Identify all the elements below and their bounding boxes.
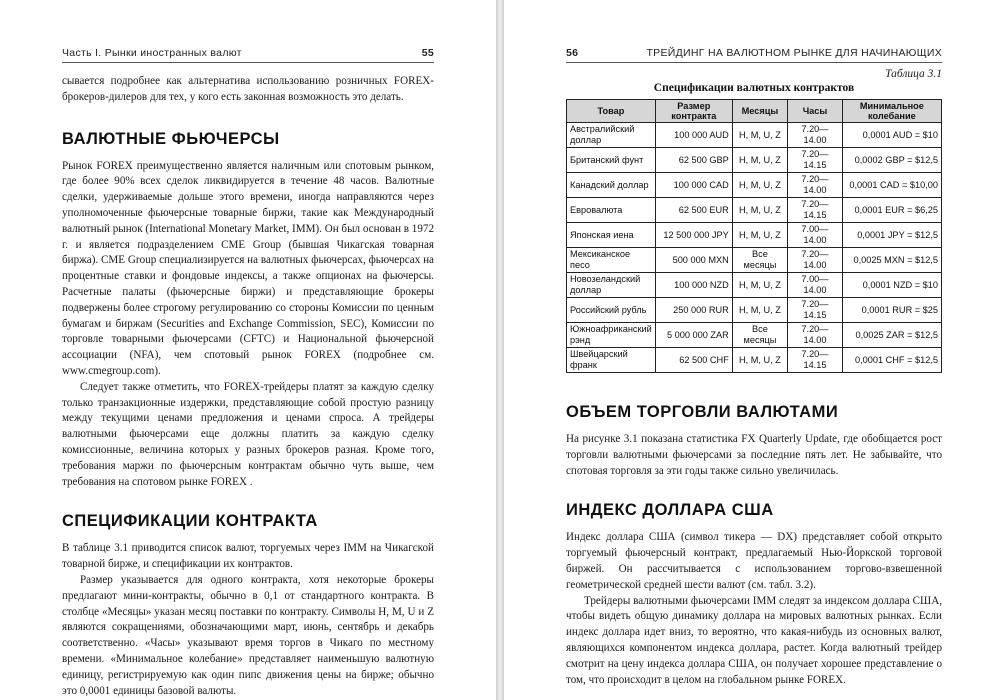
right-page-number: 56: [566, 47, 579, 59]
table-header-cell: Минимальное колебание: [842, 100, 941, 123]
section-heading-usd-index: ИНДЕКС ДОЛЛАРА США: [566, 501, 774, 520]
table-row: [567, 223, 942, 248]
table-cell: 0,0001 EUR = $6,25: [842, 198, 941, 223]
table-row: [567, 348, 942, 373]
table-header-cell: Размер контракта: [655, 100, 732, 123]
table-header-cell: Месяцы: [732, 100, 787, 123]
table-cell: H, M, U, Z: [732, 223, 787, 248]
right-running-head-title: ТРЕЙДИНГ НА ВАЛЮТНОМ РЫНКЕ ДЛЯ НАЧИНАЮЩИХ: [646, 47, 942, 59]
table-cell: 0,0001 CAD = $10,00: [842, 173, 941, 198]
table-cell: 7.20—14.15: [788, 348, 843, 373]
table-cell: 0,0001 NZD = $10: [842, 273, 941, 298]
paragraph: Размер указывается для одного контракта, хотя некоторые брокеры предлагают мини-контракты, обычно в 0,1 от стандартного контракта. В столбце «Месяцы» указан месяц поставки по контракту. Символы H, M, U и Z являются сокращениями, обозначающими март, июнь, сентябрь и декабрь соответственно. «Часы» указывают время торгов в Чикаго по местному времени. «Минимальное колебание» представляет наименьшую валютную единицу, регистрируемую как один пипс движения цены на бирже; обычно это 0,0001 единицы базовой валюты.: [62, 573, 434, 697]
table-cell: Австралийский доллар: [567, 123, 656, 148]
table-cell: 62 500 EUR: [655, 198, 732, 223]
table-cell: 0,0025 MXN = $12,5: [842, 248, 941, 273]
table-cell: H, M, U, Z: [732, 148, 787, 173]
table-row: [567, 273, 942, 298]
table-cell: Евровалюта: [567, 198, 656, 223]
table-cell: 7.20—14.00: [788, 123, 843, 148]
paragraph: В таблице 3.1 приводится список валют, торгуемых через IMM на Чикагской товарной бирже, и спецификации их контрактов.: [62, 542, 434, 571]
right-page: [504, 0, 1000, 700]
table-cell: H, M, U, Z: [732, 348, 787, 373]
table-cell: Мексиканское песо: [567, 248, 656, 273]
section-heading-contract-specs: СПЕЦИФИКАЦИИ КОНТРАКТА: [62, 512, 318, 531]
table-cell: 7.20—14.15: [788, 148, 843, 173]
table-cell: H, M, U, Z: [732, 273, 787, 298]
table-cell: 7.00—14.00: [788, 223, 843, 248]
table-cell: Канадский доллар: [567, 173, 656, 198]
section-heading-trading-volume: ОБЪЕМ ТОРГОВЛИ ВАЛЮТАМИ: [566, 403, 839, 421]
intro-paragraph: сывается подробнее как альтернатива использованию розничных FOREX-брокеров-дилеров для тех, у кого есть законная возможность это делать.: [62, 75, 434, 103]
table-cell: 62 500 CHF: [655, 348, 732, 373]
table-header-cell: Товар: [567, 100, 656, 123]
table-cell: 7.00—14.00: [788, 273, 843, 298]
table-cell: 0,0001 RUR = $25: [842, 298, 941, 323]
table-cell: Все месяцы: [732, 323, 787, 348]
table-cell: 100 000 CAD: [655, 173, 732, 198]
paragraph: Трейдеры валютными фьючерсами IMM следят за индексом доллара США, чтобы видеть общую динамику доллара на мировых валютных рынках. Если индекс доллара идет вниз, то вероятно, что какая-нибудь из основных валют, являющихся компонентом индекса доллара, растет. Когда валютный трейдер смотрит на цену индекса доллара США, он получает хорошее представление о том, что происходит в целом на глобальном рынке FOREX.: [566, 594, 942, 686]
table-cell: 0,0002 GBP = $12,5: [842, 148, 941, 173]
table-cell: 62 500 GBP: [655, 148, 732, 173]
table-cell: 7.20—14.00: [788, 323, 843, 348]
table-cell: H, M, U, Z: [732, 123, 787, 148]
table-cell: H, M, U, Z: [732, 173, 787, 198]
table-cell: 7.20—14.15: [788, 198, 843, 223]
table-cell: H, M, U, Z: [732, 198, 787, 223]
left-running-head-title: Часть I. Рынки иностранных валют: [62, 47, 242, 59]
currency-specs-table: [566, 99, 942, 373]
book-spine: [496, 0, 504, 700]
table-row: [567, 323, 942, 348]
table-row: [567, 148, 942, 173]
table-row: [567, 173, 942, 198]
table-cell: 5 000 000 ZAR: [655, 323, 732, 348]
table-header-cell: Часы: [788, 100, 843, 123]
table-cell: 0,0001 JPY = $12,5: [842, 223, 941, 248]
table-cell: Новозеландский доллар: [567, 273, 656, 298]
table-cell: 250 000 RUR: [655, 298, 732, 323]
table-cell: 7.20—14.00: [788, 248, 843, 273]
table-cell: Швейцарский франк: [567, 348, 656, 373]
table-cell: 12 500 000 JPY: [655, 223, 732, 248]
right-running-head: [566, 44, 942, 63]
table-cell: Японская иена: [567, 223, 656, 248]
table-row: [567, 298, 942, 323]
table-cell: 7.20—14.00: [788, 173, 843, 198]
table-cell: 0,0001 CHF = $12,5: [842, 348, 941, 373]
table-row: [567, 198, 942, 223]
paragraph: Рынок FOREX преимущественно является наличным или спотовым рынком, где более 90% всех сделок ликвидируется в течение 48 часов. Валютные сделки, удерживаемые дольше этого времени, иногда направляются через уполномоченные фьючерсные товарные биржи, такие как Международный валютный рынок (International Monetary Market, IMM). Он был основан в 1972 г. и является подразделением CME Group (бывшая Чикагская товарная биржа). CME Group специализируется на валютных фьючерсах, фьючерсах на процентные ставки и фондовые индексы, а также опционах на фьючерсы. Расчетные палаты (фьючерсные биржи) и представляющие брокеры подвержены более строгому регулированию со стороны Комиссии по ценным бумагам и биржам (Securities and Exchange Commission, SEC), Комиссии по торговле товарными фьючерсами (CFTC) и Национальной фьючерсной ассоциации (NFA), чем спотовый рынок FOREX (подробнее см. www.cmegroup.com).: [62, 159, 434, 377]
paragraph: Следует также отметить, что FOREX-трейдеры платят за каждую сделку только транзакционные издержки, представляющие собой простую разницу между текущими ценами предложения и ценами спроса. А трейдеры валютными фьючерсами еще должны платить за каждую сделку комиссионные, величина которых у разных брокеров разная. Кроме того, требования маржи по фьючерсным контрактам обычно чуть выше, чем требования на спотовом рынке FOREX .: [62, 380, 434, 488]
table-cell: 0,0001 AUD = $10: [842, 123, 941, 148]
table-cell: 7.20—14.15: [788, 298, 843, 323]
left-page-number: 55: [421, 47, 434, 59]
table-caption: Таблица 3.1: [885, 68, 942, 80]
table-row: [567, 123, 942, 148]
table-title: Спецификации валютных контрактов: [653, 82, 855, 94]
table-cell: Российский рубль: [567, 298, 656, 323]
table-cell: Все месяцы: [732, 248, 787, 273]
table-cell: 100 000 NZD: [655, 273, 732, 298]
table-cell: 500 000 MXN: [655, 248, 732, 273]
table-header-row: [567, 100, 942, 123]
table-cell: 100 000 AUD: [655, 123, 732, 148]
paragraph: Индекс доллара США (символ тикера — DX) представляет собой открыто торгуемый фьючерсный контракт, предлагаемый Нью-Йоркской торговой биржей. Он рассчитывается с использованием торгово-взвешенной геометрической средней шести валют (см. табл. 3.2).: [566, 531, 942, 591]
table-cell: Британский фунт: [567, 148, 656, 173]
right-column: [566, 68, 942, 688]
section-heading-currency-futures: ВАЛЮТНЫЕ ФЬЮЧЕРСЫ: [62, 129, 280, 148]
left-page: [0, 0, 496, 700]
table-cell: Южноафриканский рэнд: [567, 323, 656, 348]
table-row: [567, 248, 942, 273]
paragraph: На рисунке 3.1 показана статистика FX Quarterly Update, где обобщается рост торговли валютными фьючерсами за последние пять лет. Не забывайте, что спотовая торговля за эти годы также сильно увеличилась.: [566, 433, 942, 477]
left-column: [62, 74, 434, 699]
left-running-head: [62, 44, 434, 63]
table-cell: 0,0025 ZAR = $12,5: [842, 323, 941, 348]
table-cell: H, M, U, Z: [732, 298, 787, 323]
